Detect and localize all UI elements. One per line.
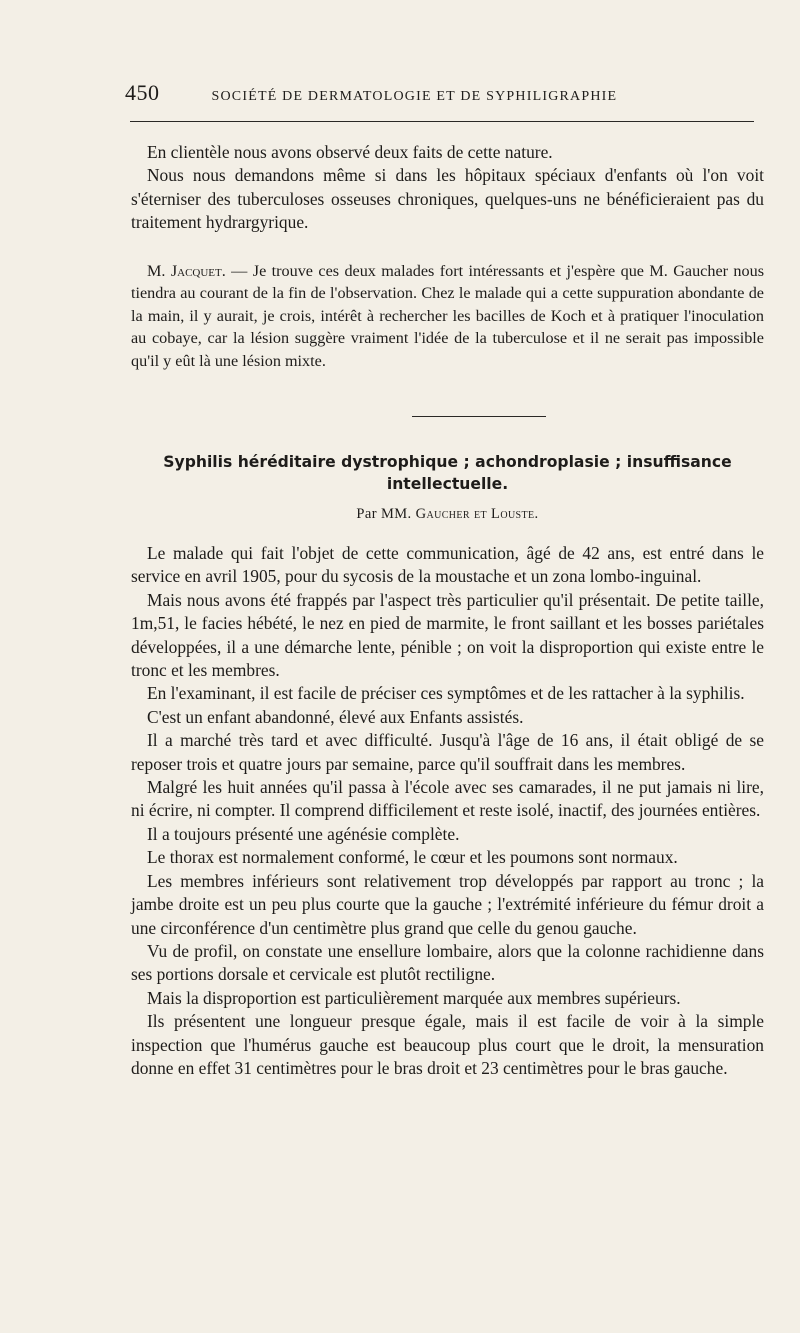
byline-prefix: Par MM. [356, 506, 416, 522]
paragraph: Mais nous avons été frappés par l'aspect très particulier qu'il présentait. De petite taille, 1m,51, le facies hébété, le nez en pied de marmite, le front saillant et les bosses pariétales développées, il a une démarche lente, pénible ; on voit la disproportion qui existe entre le tronc et les membres. [131, 589, 764, 681]
paragraph: Les membres inférieurs sont relativement trop développés par rapport au tronc ; la jambe droite est un peu plus courte que la gauche ; l'extrémité inférieure du fémur droit a une circonférence d'un centimètre plus grand que celle du genou gauche. [131, 870, 764, 938]
paragraph: Nous nous demandons même si dans les hôpitaux spéciaux d'enfants où l'on voit s'éterniser des tuberculoses osseuses chroniques, quelques-uns ne bénéficieraient pas du traitement hydrargyrique. [131, 165, 764, 233]
paragraph: Le thorax est normalement conformé, le cœur et les poumons sont normaux. [147, 847, 678, 868]
article-body [131, 542, 764, 1080]
section-conclusion [131, 141, 764, 235]
paragraph [131, 260, 764, 372]
article-title [131, 451, 764, 495]
title-line: Syphilis héréditaire dystrophique ; achondroplasie ; insuffisance [163, 453, 732, 471]
paragraph: Malgré les huit années qu'il passa à l'école avec ses camarades, il ne put jamais ni lire, ni écrire, ni compter. Il comprend difficilement et reste isolé, inactif, des journées entières. [131, 777, 764, 821]
discussion-remark [131, 260, 764, 372]
paragraph: Il a toujours présenté une agénésie complète. [147, 823, 460, 844]
paragraph: Le malade qui fait l'objet de cette communication, âgé de 42 ans, est entré dans le service en avril 1905, pour du sycosis de la moustache et un zona lombo-inguinal. [131, 543, 764, 587]
speaker-name: M. Jacquet. [147, 262, 226, 280]
header-rule [130, 121, 754, 122]
title-line: intellectuelle. [386, 475, 509, 493]
remark-text: — Je trouve ces deux malades fort intéressants et j'espère que M. Gaucher nous tiendra au courant de la fin de l'observation. Chez le malade qui a cette suppuration abondante de la main, il y aurait, je crois, intérêt à rechercher les bacilles de Koch et à pratiquer l'inoculation au cobaye, car la lésion suggère vraiment l'idée de la tuberculose et il ne serait pas impossible qu'il y eût là une lésion mixte. [131, 262, 764, 370]
paragraph: Ils présentent une longueur presque égale, mais il est facile de voir à la simple inspection que l'humérus gauche est beaucoup plus court que le droit, la mensuration donne en effet 31 centimètres pour le bras droit et 23 centimètres pour le bras gauche. [131, 1011, 764, 1078]
running-title: SOCIÉTÉ DE DERMATOLOGIE ET DE SYPHILIGRAPHIE [211, 89, 618, 104]
article-byline [131, 506, 764, 523]
paragraph: C'est un enfant abandonné, élevé aux Enfants assistés. [147, 706, 524, 727]
paragraph: Mais la disproportion est particulièrement marquée aux membres supérieurs. [147, 987, 681, 1008]
paragraph: Il a marché très tard et avec difficulté. Jusqu'à l'âge de 16 ans, il était obligé de se reposer trois et quatre jours par semaine, parce qu'il souffrait dans les membres. [131, 730, 764, 774]
paragraph: En l'examinant, il est facile de préciser ces symptômes et de les rattacher à la syphilis. [147, 683, 745, 704]
section-divider [412, 416, 546, 417]
authors: Gaucher et Louste. [415, 506, 539, 522]
paragraph: Vu de profil, on constate une ensellure lombaire, alors que la colonne rachidienne dans ses portions dorsale et cervicale est plutôt rectiligne. [131, 940, 764, 985]
page-header [125, 80, 755, 110]
page-number: 450 [125, 80, 160, 105]
paragraph: En clientèle nous avons observé deux faits de cette nature. [147, 142, 553, 162]
